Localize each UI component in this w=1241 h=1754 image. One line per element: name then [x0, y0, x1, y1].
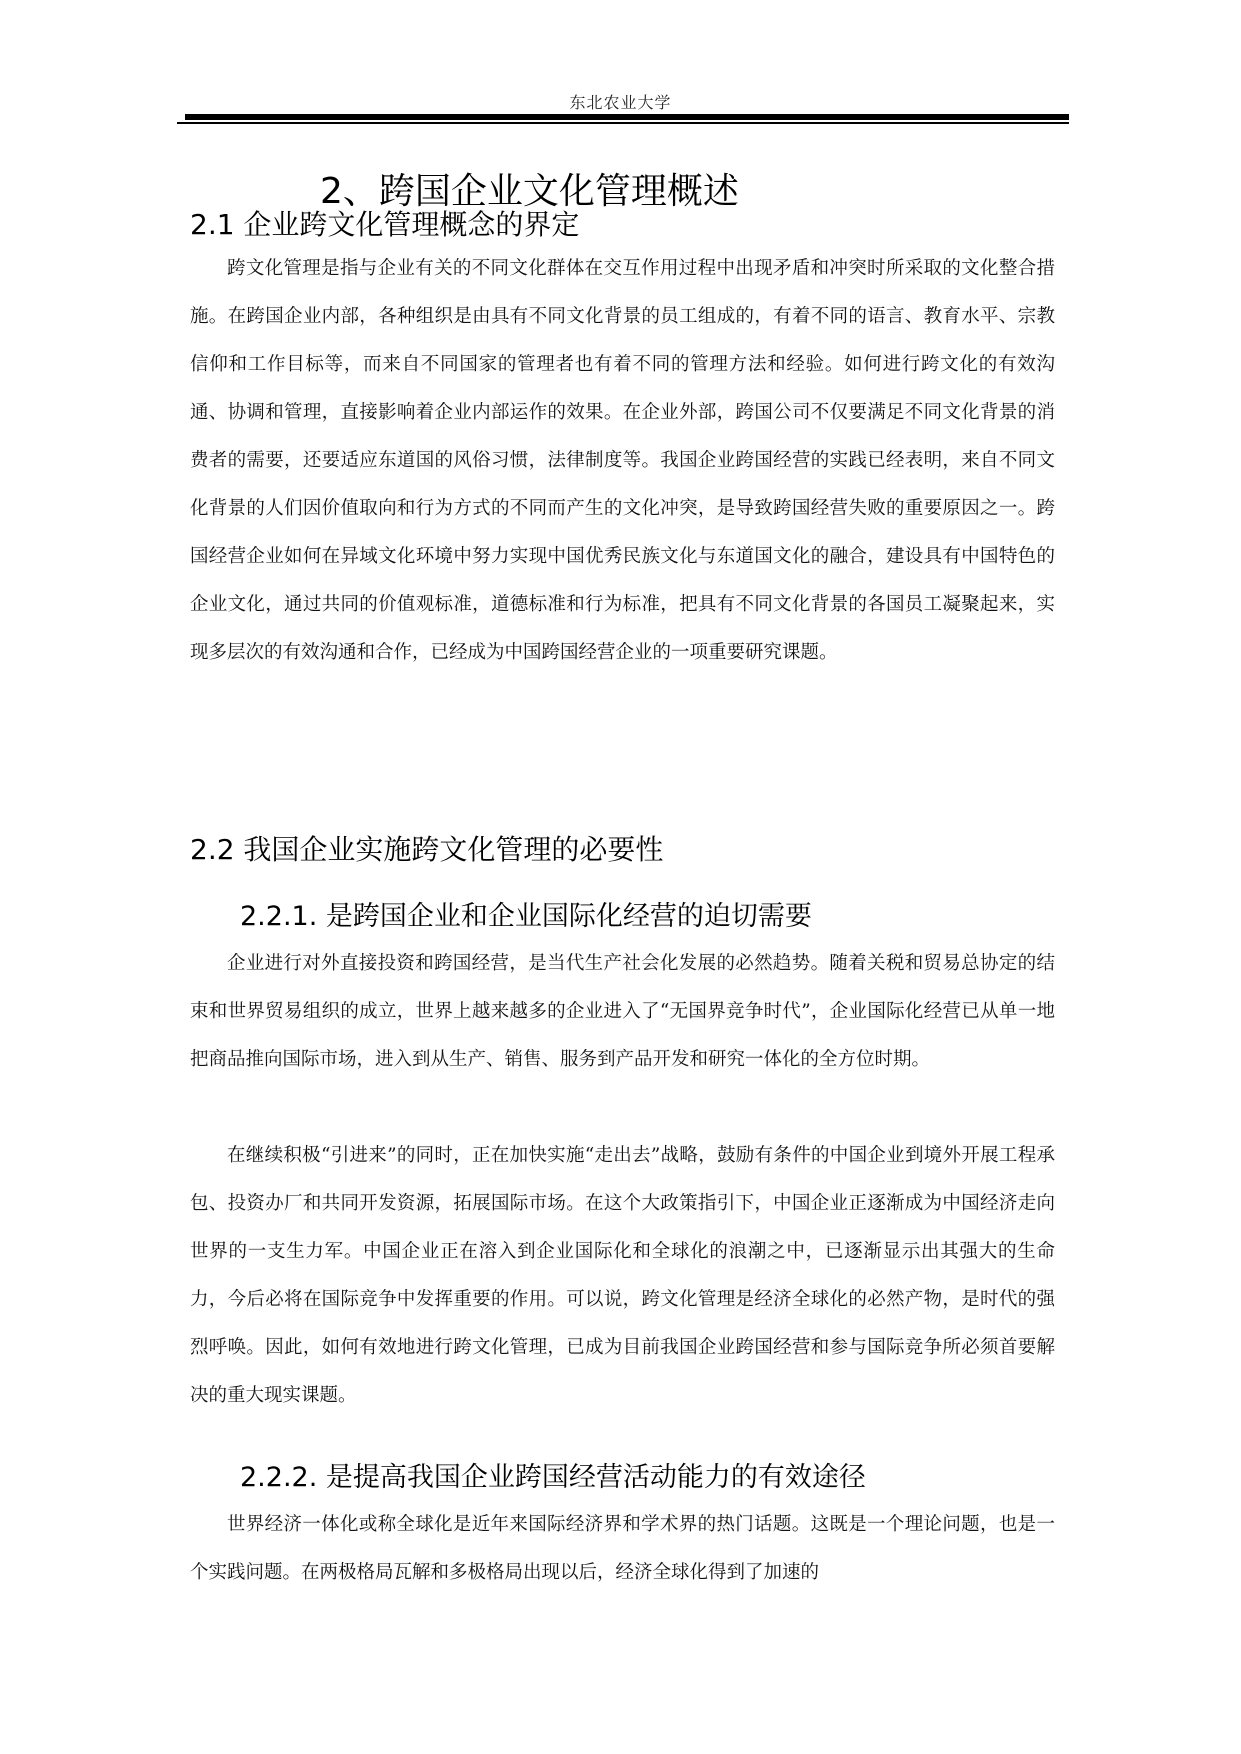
paragraph-2-1: 跨文化管理是指与企业有关的不同文化群体在交互作用过程中出现矛盾和冲突时所采取的文化整合措施。在跨国企业内部，各种组织是由具有不同文化背景的员工组成的，有着不同的语言、教育水平、宗教信仰和工作目标等，而来自不同国家的管理者也有着不同的管理方法和经验。如何进行跨文化的有效沟通、协调和管理，直接影响着企业内部运作的效果。在企业外部，跨国公司不仅要满足不同文化背景的消费者的需要，还要适应东道国的风俗习惯，法律制度等。我国企业跨国经营的实践已经表明，来自不同文化背景的人们因价值取向和行为方式的不同而产生的文化冲突，是导致跨国经营失败的重要原因之一。跨国经营企业如何在异域文化环境中努力实现中国优秀民族文化与东道国文化的融合，建设具有中国特色的企业文化，通过共同的价值观标准，道德标准和行为标准，把具有不同文化背景的各国员工凝聚起来，实现多层次的有效沟通和合作，已经成为中国跨国经营企业的一项重要研究课题。: [190, 258, 1055, 663]
header-rule-thin: [177, 122, 1069, 124]
section-title-2-1: 2.1 企业跨文化管理概念的界定: [190, 208, 580, 241]
paragraph-2-2-2-a: 世界经济一体化或称全球化是近年来国际经济界和学术界的热门话题。这既是一个理论问题，也是一个实践问题。在两极格局瓦解和多极格局出现以后，经济全球化得到了加速的: [190, 1514, 1055, 1583]
chapter-title: 2、跨国企业文化管理概述: [320, 171, 739, 212]
running-header: 东北农业大学: [569, 93, 672, 112]
section-title-2-2: 2.2 我国企业实施跨文化管理的必要性: [190, 833, 664, 866]
header-rule-thick: [185, 114, 1069, 120]
subsection-title-2-2-1: 2.2.1. 是跨国企业和企业国际化经营的迫切需要: [240, 901, 812, 932]
paragraph-2-2-1-b: 在继续积极“引进来”的同时，正在加快实施“走出去”战略，鼓励有条件的中国企业到境外开展工程承包、投资办厂和共同开发资源，拓展国际市场。在这个大政策指引下，中国企业正逐渐成为中国经济走向世界的一支生力军。中国企业正在溶入到企业国际化和全球化的浪潮之中，已逐渐显示出其强大的生命力，今后必将在国际竞争中发挥重要的作用。可以说，跨文化管理是经济全球化的必然产物，是时代的强烈呼唤。因此，如何有效地进行跨文化管理，已成为目前我国企业跨国经营和参与国际竞争所必须首要解决的重大现实课题。: [190, 1145, 1055, 1406]
paragraph-2-2-1-a: 企业进行对外直接投资和跨国经营，是当代生产社会化发展的必然趋势。随着关税和贸易总协定的结束和世界贸易组织的成立，世界上越来越多的企业进入了“无国界竞争时代”，企业国际化经营已从单一地把商品推向国际市场，进入到从生产、销售、服务到产品开发和研究一体化的全方位时期。: [190, 953, 1055, 1070]
subsection-title-2-2-2: 2.2.2. 是提高我国企业跨国经营活动能力的有效途径: [240, 1462, 866, 1493]
